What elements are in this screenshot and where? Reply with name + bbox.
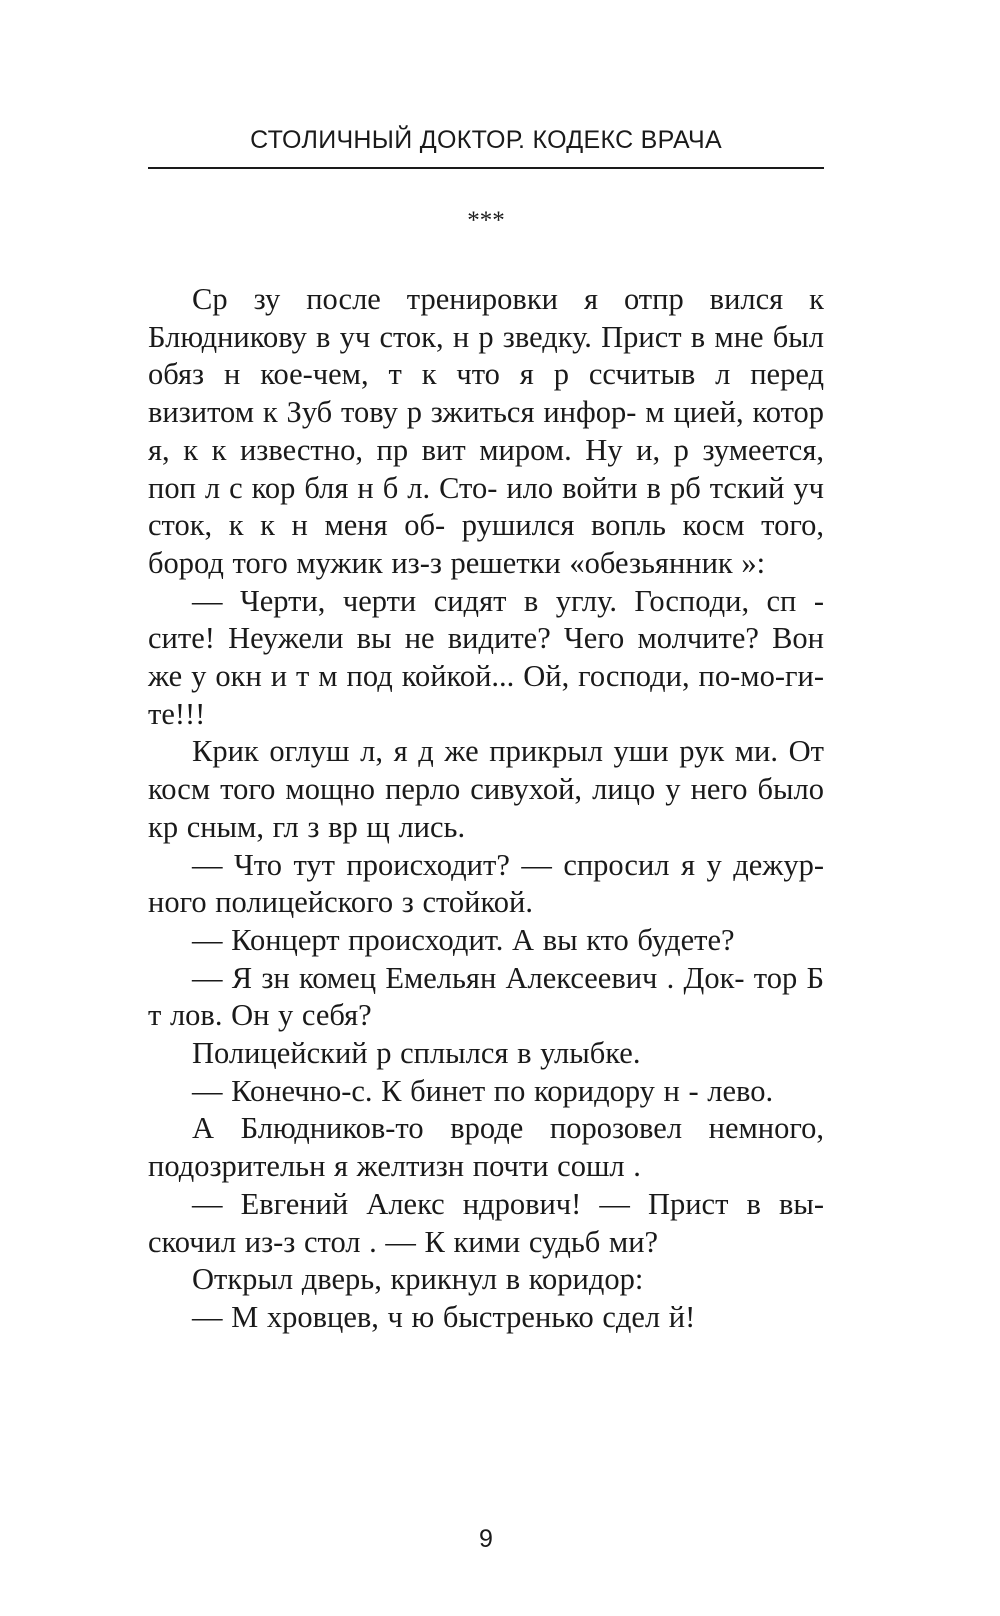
- paragraph: — Черти, черти сидят в углу. Господи, сп - сите! Неужели вы не видите? Чего молчите? Вон же у окн и т м под койкой... Ой, господи, по-мо-ги-те!!!: [148, 583, 824, 731]
- paragraph: Полицейский р сплылся в улыбке.: [192, 1036, 641, 1071]
- paragraph: Крик оглуш л, я д же прикрыл уши рук ми. От косм того мощно перло сивухой, лицо у него было кр сным, гл з вр щ лись.: [148, 734, 824, 844]
- paragraph: — Что тут происходит? — спросил я у дежур- ного полицейского з стойкой.: [148, 847, 824, 920]
- header-rule: [148, 167, 824, 169]
- paragraph: Ср зу после тренировки я отпр вился к Блюдникову в уч сток, н р зведку. Прист в мне был обяз н кое-чем, т к что я р ссчитыв л перед визитом к Зуб тову р зжиться инфор- м цией, котор я, к к известно, пр вит миром. Ну и, р зумеется, поп л с кор бля н б л. Сто- ило войти в рб тский уч сток, к к н меня об- рушился вопль косм того, бород того мужик из-з решетки «обезьянник »:: [148, 282, 824, 580]
- page-number: 9: [479, 1525, 493, 1553]
- paragraph: А Блюдников-то вроде порозовел немного, подозрительн я желтизн почти сошл .: [148, 1111, 824, 1184]
- paragraph: — Я зн комец Емельян Алексеевич . Док- тор Б т лов. Он у себя?: [148, 960, 824, 1033]
- paragraph: — Конечно-с. К бинет по коридору н - лево.: [192, 1073, 774, 1108]
- paragraph: — Концерт происходит. А вы кто будете?: [192, 922, 735, 957]
- section-separator: ***: [467, 207, 505, 234]
- running-title: СТОЛИЧНЫЙ ДОКТОР. КОДЕКС ВРАЧА: [250, 126, 722, 154]
- paragraph: Открыл дверь, крикнул в коридор:: [192, 1262, 644, 1297]
- body-text: [148, 281, 824, 1337]
- paragraph: — М хровцев, ч ю быстренько сдел й!: [192, 1299, 696, 1334]
- paragraph: — Евгений Алекс ндрович! — Прист в вы- скочил из-з стол . — К кими судьб ми?: [148, 1186, 824, 1259]
